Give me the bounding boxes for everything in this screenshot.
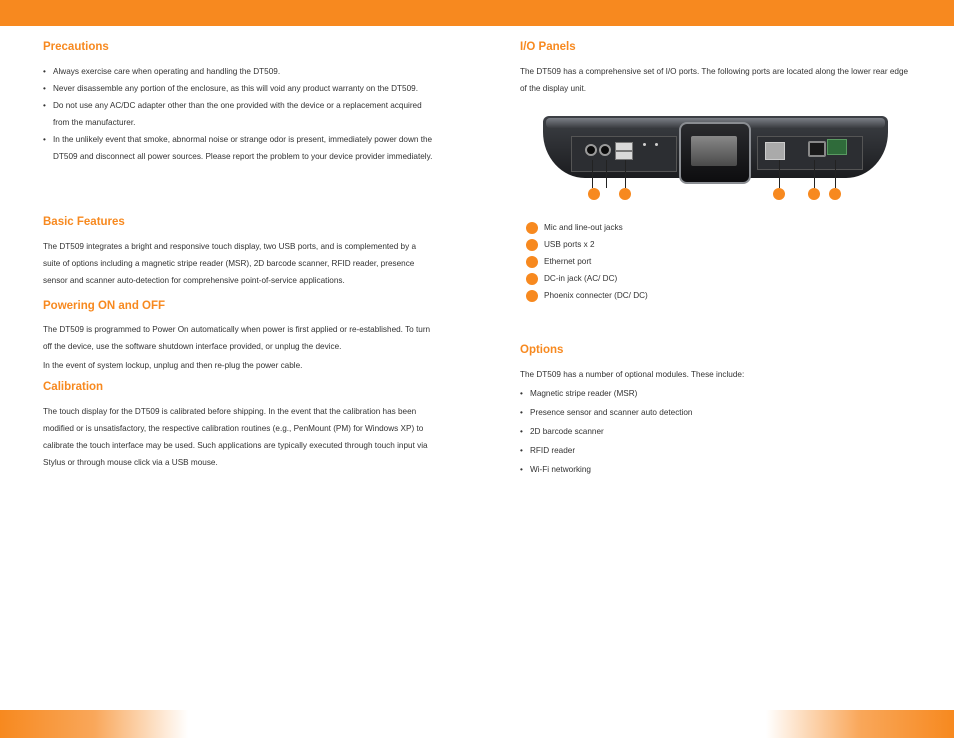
- callout-dot-3: [773, 188, 785, 200]
- footer-gradient-right: [766, 710, 954, 738]
- list-item: • Magnetic stripe reader (MSR): [520, 385, 912, 402]
- io-panel-photo: [543, 116, 888, 184]
- callout-dot-4: [808, 188, 820, 200]
- powering-text-2: In the event of system lockup, unplug and then re-plug the power cable.: [43, 361, 303, 370]
- mic-jack-icon: [585, 144, 597, 156]
- indicator-led-icon: [643, 143, 646, 146]
- list-item: • Presence sensor and scanner auto detection: [520, 404, 912, 421]
- list-item: • Wi-Fi networking: [520, 461, 912, 478]
- precautions-heading: Precautions: [43, 41, 109, 53]
- list-item: • Always exercise care when operating and handling the DT509.: [43, 63, 435, 80]
- dc-in-jack-icon: [808, 141, 826, 157]
- io-panels-text: The DT509 has a comprehensive set of I/O ports. The following ports are located along the lower rear edge of the display unit.: [520, 67, 909, 93]
- callout-line: [592, 160, 593, 188]
- ethernet-port-icon: [765, 142, 785, 160]
- options-intro: The DT509 has a number of optional modules. These include:: [520, 370, 745, 379]
- legend-dot-icon: [526, 239, 538, 251]
- display-mount-box: [679, 122, 751, 184]
- legend-dot-icon: [526, 290, 538, 302]
- footer-gradient-left: [0, 710, 188, 738]
- legend-label: USB ports x 2: [544, 240, 595, 249]
- usb-port-icon: [615, 151, 633, 160]
- legend-dot-icon: [526, 273, 538, 285]
- list-item: • Never disassemble any portion of the enclosure, as this will void any product warranty on the DT509.: [43, 80, 425, 97]
- precautions-list: [43, 63, 435, 165]
- callout-line: [625, 160, 626, 188]
- callout-dot-1: [588, 188, 600, 200]
- header-bar: [0, 0, 954, 26]
- calibration-heading: Calibration: [43, 381, 104, 393]
- callout-line: [835, 160, 836, 188]
- legend-label: Phoenix connecter (DC/ DC): [544, 291, 648, 300]
- legend-label: DC-in jack (AC/ DC): [544, 274, 618, 283]
- basic-features-heading: Basic Features: [43, 216, 125, 228]
- list-item: • In the unlikely event that smoke, abnormal noise or strange odor is present, immediately power down the DT509 and disconnect all power sources. Please report the problem to your device provider immediately.: [43, 131, 439, 165]
- list-item: • Do not use any AC/DC adapter other than the one provided with the device or a replacement acquired from the manufacturer.: [43, 97, 425, 131]
- callout-dot-2: [619, 188, 631, 200]
- legend-label: Mic and line-out jacks: [544, 223, 623, 232]
- legend-dot-icon: [526, 256, 538, 268]
- usb-port-icon: [615, 142, 633, 151]
- list-item: • RFID reader: [520, 442, 912, 459]
- calibration-text: The touch display for the DT509 is calibrated before shipping. In the event that the calibration has been modified or is unsatisfactory, the respective calibration routines (e.g., PenMount (PM) for Windows XP) to calibrate the touch interface may be used. Such applications are typically executed through touch input via Stylus or through mouse click via a USB mouse.: [43, 407, 428, 467]
- callout-dot-5: [829, 188, 841, 200]
- phoenix-connector-icon: [827, 139, 847, 155]
- legend-label: Ethernet port: [544, 257, 592, 266]
- powering-heading: Powering ON and OFF: [43, 300, 166, 312]
- indicator-led-icon: [655, 143, 658, 146]
- callout-line: [606, 160, 607, 188]
- powering-text: The DT509 is programmed to Power On automatically when power is first applied or re-established. To turn off the device, use the software shutdown interface provided, or unplug the device.: [43, 325, 431, 351]
- mount-window: [691, 136, 737, 166]
- options-list: [520, 385, 912, 480]
- callout-line: [814, 160, 815, 188]
- io-panels-heading: I/O Panels: [520, 41, 576, 53]
- basic-features-text: The DT509 integrates a bright and responsive touch display, two USB ports, and is complemented by a suite of options including a magnetic stripe reader (MSR), 2D barcode scanner, RFID reader, presence sensor and scanner auto-detection for comprehensive point-of-service applications.: [43, 242, 417, 285]
- options-heading: Options: [520, 344, 564, 356]
- callout-line: [779, 160, 780, 188]
- legend-dot-icon: [526, 222, 538, 234]
- line-out-jack-icon: [599, 144, 611, 156]
- list-item: • 2D barcode scanner: [520, 423, 912, 440]
